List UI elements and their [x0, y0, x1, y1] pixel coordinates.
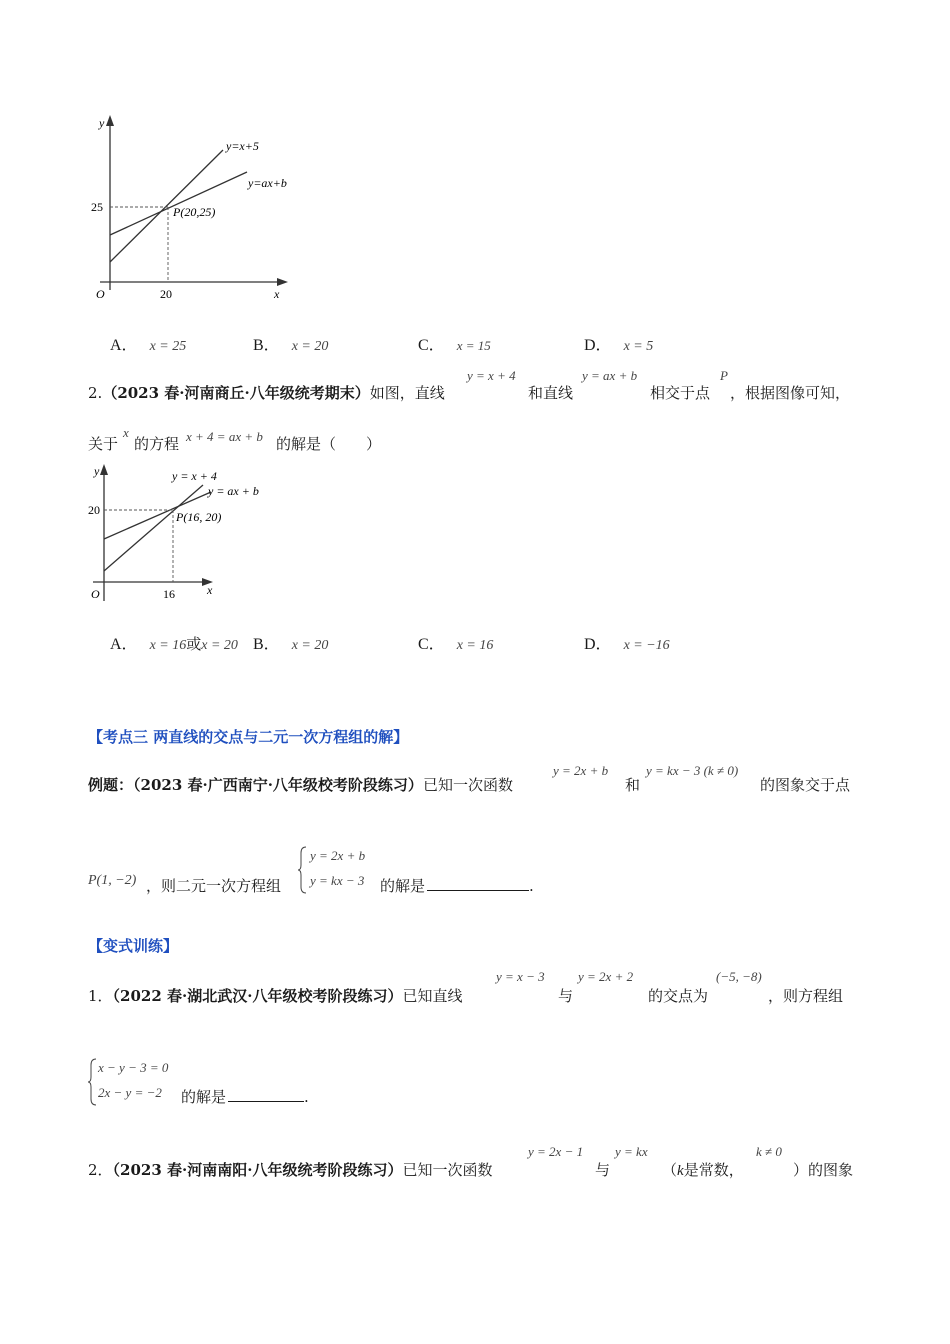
variant-q1-text-system: ，则方程组 [768, 987, 844, 1005]
variant-q2-paren: （k是常数， [662, 1161, 744, 1179]
graph-1 [85, 110, 300, 305]
graph-2-origin: O [91, 587, 100, 601]
graph-2-point-label: P(16, 20) [176, 510, 222, 524]
variant-q2-text-graph: ）的图象 [793, 1161, 854, 1179]
example-system-eq2: y = kx − 3 [310, 873, 365, 888]
q2-equation: x + 4 = ax + b [186, 429, 263, 444]
q2-text-graph: ，根据图像可知， [730, 384, 851, 402]
example-text-system: ，则二元一次方程组 [146, 877, 282, 895]
graph-2-tick-y: 20 [88, 503, 100, 517]
graph-2 [85, 458, 310, 603]
variant-q1-system-brace [88, 1057, 98, 1107]
q2-option-d[interactable]: D． x = −16 [584, 636, 670, 653]
example-system-eq1: y = 2x + b [310, 848, 366, 863]
q2-text-solution: 的解是（ ） [276, 435, 382, 453]
q2-option-a[interactable]: A． x = 16或x = 20 [110, 635, 238, 653]
graph-2-line1-label: y = x + 4 [172, 469, 217, 483]
graph-1-guides [110, 207, 168, 282]
graph-2-axes [93, 464, 213, 601]
variant-q1-text-and: 与 [558, 987, 574, 1005]
graph-1-line1-label: y=x+5 [226, 139, 259, 153]
variant-q1-point: (−5, −8) [716, 969, 762, 984]
q2-number: 2.（2023 春·河南商丘·八年级统考期末）如图，直线 [88, 384, 445, 402]
graph-2-line-y-x-4 [104, 485, 203, 571]
variant-q2-eq1: y = 2x − 1 [528, 1144, 584, 1159]
example-eq2: y = kx − 3 (k ≠ 0) [646, 763, 739, 778]
graph-1-point-label: P(20,25) [173, 205, 216, 219]
variant-q2-condition: k ≠ 0 [756, 1144, 782, 1159]
graph-2-x-label: x [207, 583, 213, 597]
variant-heading: 【变式训练】 [88, 937, 179, 955]
example-point: P(1, −2) [88, 873, 137, 888]
variant-q1-system-eq2: 2x − y = −2 [98, 1085, 162, 1100]
graph-2-line2-label: y = ax + b [208, 484, 259, 498]
graph-1-y-label: y [99, 116, 105, 130]
variant-q1-eq1: y = x − 3 [496, 969, 545, 984]
q2-eq-line1: y = x + 4 [467, 368, 516, 383]
variant-q2-text-and: 与 [595, 1161, 611, 1179]
q2-point-p: P [720, 368, 728, 383]
variant-q1-answer-blank[interactable] [228, 1087, 304, 1102]
example-text-intersect: 的图象交于点 [760, 776, 851, 794]
graph-1-origin: O [96, 287, 105, 301]
example-answer: 的解是 . [380, 877, 534, 895]
graph-2-y-label: y [94, 464, 100, 478]
q1-option-c[interactable]: C． x = 15 [418, 337, 491, 354]
graph-1-x-label: x [274, 287, 280, 301]
graph-1-line-y-ax-b [110, 172, 247, 235]
variant-q1-eq2: y = 2x + 2 [578, 969, 634, 984]
variant-q2-line1: 2．（2023 春·河南南阳·八年级统考阶段练习）已知一次函数 [88, 1161, 493, 1179]
example-answer-blank[interactable] [427, 876, 529, 891]
q1-option-a[interactable]: A． x = 25 [110, 337, 187, 354]
variant-q1-line1: 1．（2022 春·湖北武汉·八年级校考阶段练习）已知直线 [88, 987, 463, 1005]
graph-1-tick-x: 20 [160, 287, 172, 301]
variant-q1-text-point: 的交点为 [648, 987, 709, 1005]
q2-source: （2023 春·河南商丘·八年级统考期末） [102, 384, 370, 402]
graph-1-tick-y: 25 [91, 200, 103, 214]
variant-q2-eq2: y = kx [615, 1144, 648, 1159]
example-system-brace [298, 845, 308, 895]
q2-option-c[interactable]: C． x = 16 [418, 636, 494, 653]
graph-2-tick-x: 16 [163, 587, 175, 601]
q1-option-b[interactable]: B． x = 20 [253, 337, 329, 354]
q2-text-and-line: 和直线 [528, 384, 574, 402]
graph-1-line2-label: y=ax+b [248, 176, 287, 190]
section3-heading: 【考点三 两直线的交点与二元一次方程组的解】 [88, 728, 409, 746]
q2-eq-line2: y = ax + b [582, 368, 638, 383]
q2-text-about: 关于 [88, 435, 119, 453]
variant-q1-system-eq1: x − y − 3 = 0 [98, 1060, 169, 1075]
q2-text-equation: 的方程 [134, 435, 180, 453]
example-line1: 例题：（2023 春·广西南宁·八年级校考阶段练习）已知一次函数 [88, 776, 513, 794]
q2-option-b[interactable]: B． x = 20 [253, 636, 329, 653]
q1-option-d[interactable]: D． x = 5 [584, 337, 654, 354]
example-text-and: 和 [625, 776, 641, 794]
example-eq1: y = 2x + b [553, 763, 609, 778]
variant-q1-answer: 的解是 . [181, 1088, 309, 1106]
graph-1-axes [100, 115, 288, 290]
q2-text-intersect: 相交于点 [650, 384, 711, 402]
q2-var-x: x [123, 425, 129, 440]
